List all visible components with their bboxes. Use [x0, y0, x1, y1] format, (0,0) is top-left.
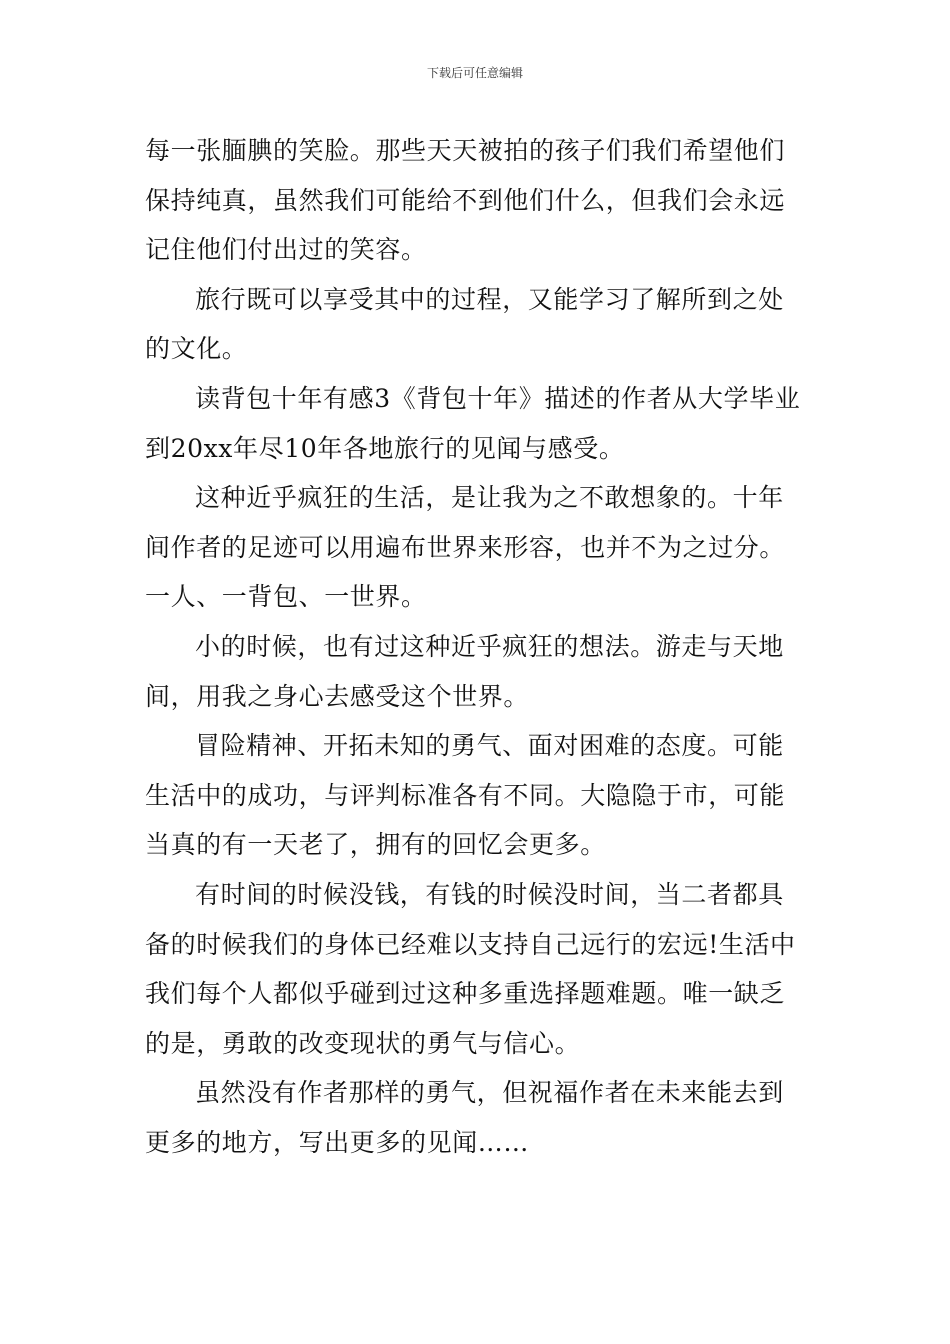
text-line: 的文化。	[145, 334, 248, 364]
text-line: 保持纯真，虽然我们可能给不到他们什么，但我们会永远	[145, 185, 786, 215]
text-line: 记住他们付出过的笑容。	[145, 235, 427, 265]
paragraph	[145, 622, 810, 721]
page-header: 下载后可任意编辑	[426, 66, 523, 80]
paragraph	[145, 1068, 810, 1167]
paragraph	[145, 374, 810, 473]
text-line: 我们每个人都似乎碰到过这种多重选择题难题。唯一缺乏	[145, 979, 786, 1009]
text-line: 每一张腼腆的笑脸。那些天天被拍的孩子们我们希望他们	[145, 136, 786, 165]
text-line: 更多的地方，写出更多的见闻……	[145, 1127, 530, 1157]
text-line: 小的时候，也有过这种近乎疯狂的想法。游走与天地	[195, 631, 784, 661]
text-line: 间作者的足迹可以用遍布世界来形容，也并不为之过分。	[145, 532, 786, 562]
text-line: 的是，勇敢的改变现状的勇气与信心。	[145, 1028, 581, 1058]
text-line: 备的时候我们的身体已经难以支持自己远行的宏远!生活中	[145, 929, 796, 959]
paragraph	[145, 275, 810, 374]
text-line: 到20xx年尽10年各地旅行的见闻与感受。	[145, 433, 625, 463]
text-line: 冒险精神、开拓未知的勇气、面对困难的态度。可能	[195, 731, 784, 761]
paragraph	[145, 870, 810, 1068]
text-line: 生活中的成功，与评判标准各有不同。大隐隐于市，可能	[145, 780, 786, 810]
document-body	[145, 126, 810, 1167]
text-line: 旅行既可以享受其中的过程，又能学习了解所到之处	[195, 284, 784, 314]
text-line: 有时间的时候没钱，有钱的时候没时间，当二者都具	[195, 879, 784, 909]
text-line: 间，用我之身心去感受这个世界。	[145, 681, 530, 711]
text-line: 读背包十年有感3《背包十年》描述的作者从大学毕业	[195, 383, 801, 413]
text-line: 这种近乎疯狂的生活，是让我为之不敢想象的。十年	[195, 483, 784, 513]
text-line: 一人、一背包、一世界。	[145, 582, 427, 612]
text-line: 当真的有一天老了，拥有的回忆会更多。	[145, 830, 606, 860]
paragraph	[145, 126, 810, 275]
paragraph	[145, 721, 810, 870]
paragraph	[145, 473, 810, 622]
text-line: 虽然没有作者那样的勇气，但祝福作者在未来能去到	[195, 1078, 784, 1108]
